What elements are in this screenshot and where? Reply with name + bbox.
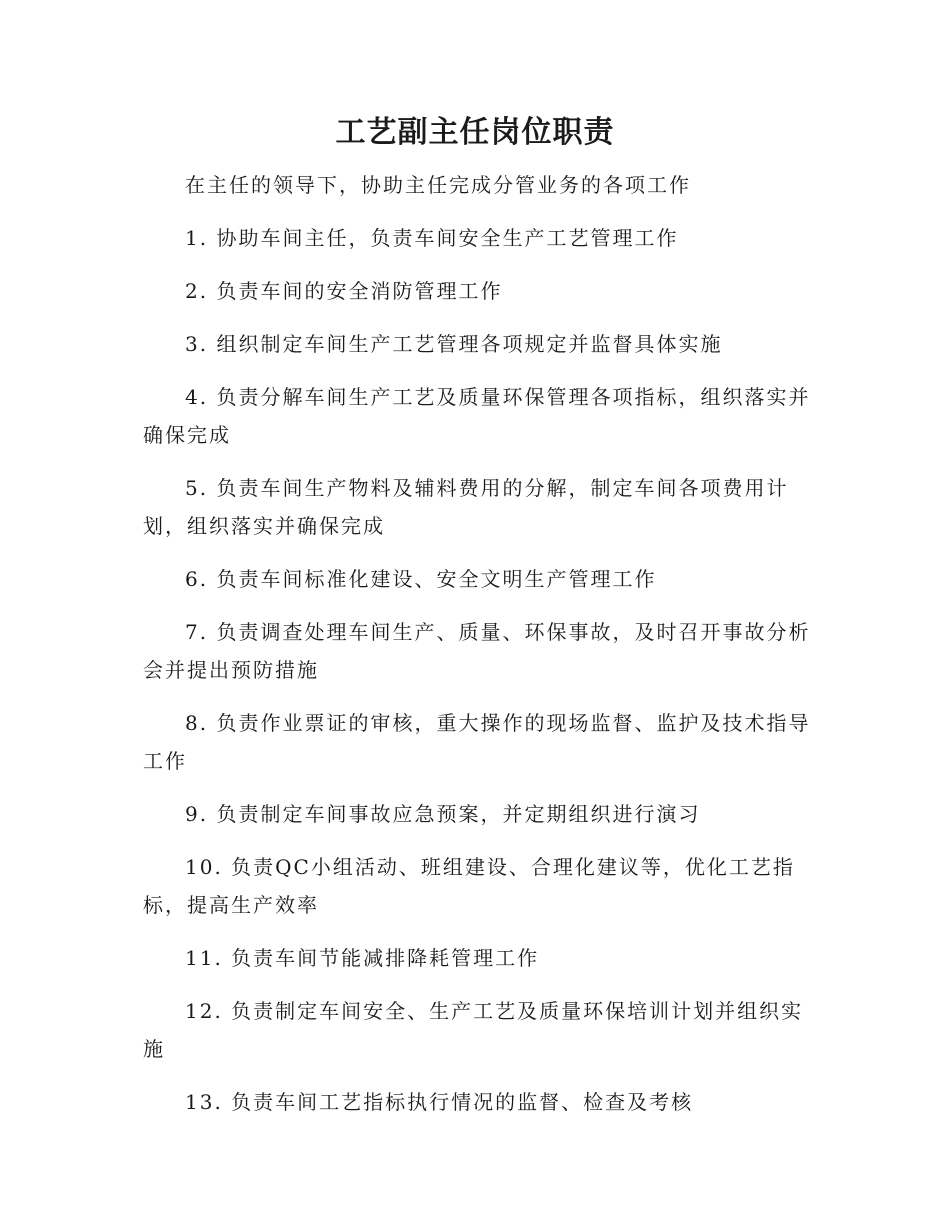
duty-item: 2. 负责车间的安全消防管理工作 [185,279,503,303]
duty-item: 11. 负责车间节能减排降耗管理工作 [185,946,540,970]
duty-item: 12. 负责制定车间安全、生产工艺及质量环保培训计划并组织实施 [143,999,804,1061]
duty-item: 9. 负责制定车间事故应急预案，并定期组织进行演习 [185,802,701,826]
duty-item: 4. 负责分解车间生产工艺及质量环保管理各项指标，组织落实并确保完成 [143,385,811,447]
duty-item: 6. 负责车间标准化建设、安全文明生产管理工作 [185,567,657,591]
duty-item: 7. 负责调查处理车间生产、质量、环保事故，及时召开事故分析会并提出预防措施 [143,620,811,682]
duty-item: 5. 负责车间生产物料及辅料费用的分解，制定车间各项费用计划，组织落实并确保完成 [143,476,789,538]
duty-item: 1. 协助车间主任，负责车间安全生产工艺管理工作 [185,226,679,250]
intro-paragraph: 在主任的领导下，协助主任完成分管业务的各项工作 [185,173,691,197]
document-title: 工艺副主任岗位职责 [335,115,615,150]
duty-item: 8. 负责作业票证的审核，重大操作的现场监督、监护及技术指导工作 [143,711,811,773]
duty-item: 3. 组织制定车间生产工艺管理各项规定并监督具体实施 [185,332,723,356]
duty-item: 10. 负责QC小组活动、班组建设、合理化建议等，优化工艺指标，提高生产效率 [143,855,795,917]
document-body [143,166,813,1136]
duty-item: 13. 负责车间工艺指标执行情况的监督、检查及考核 [185,1090,694,1114]
